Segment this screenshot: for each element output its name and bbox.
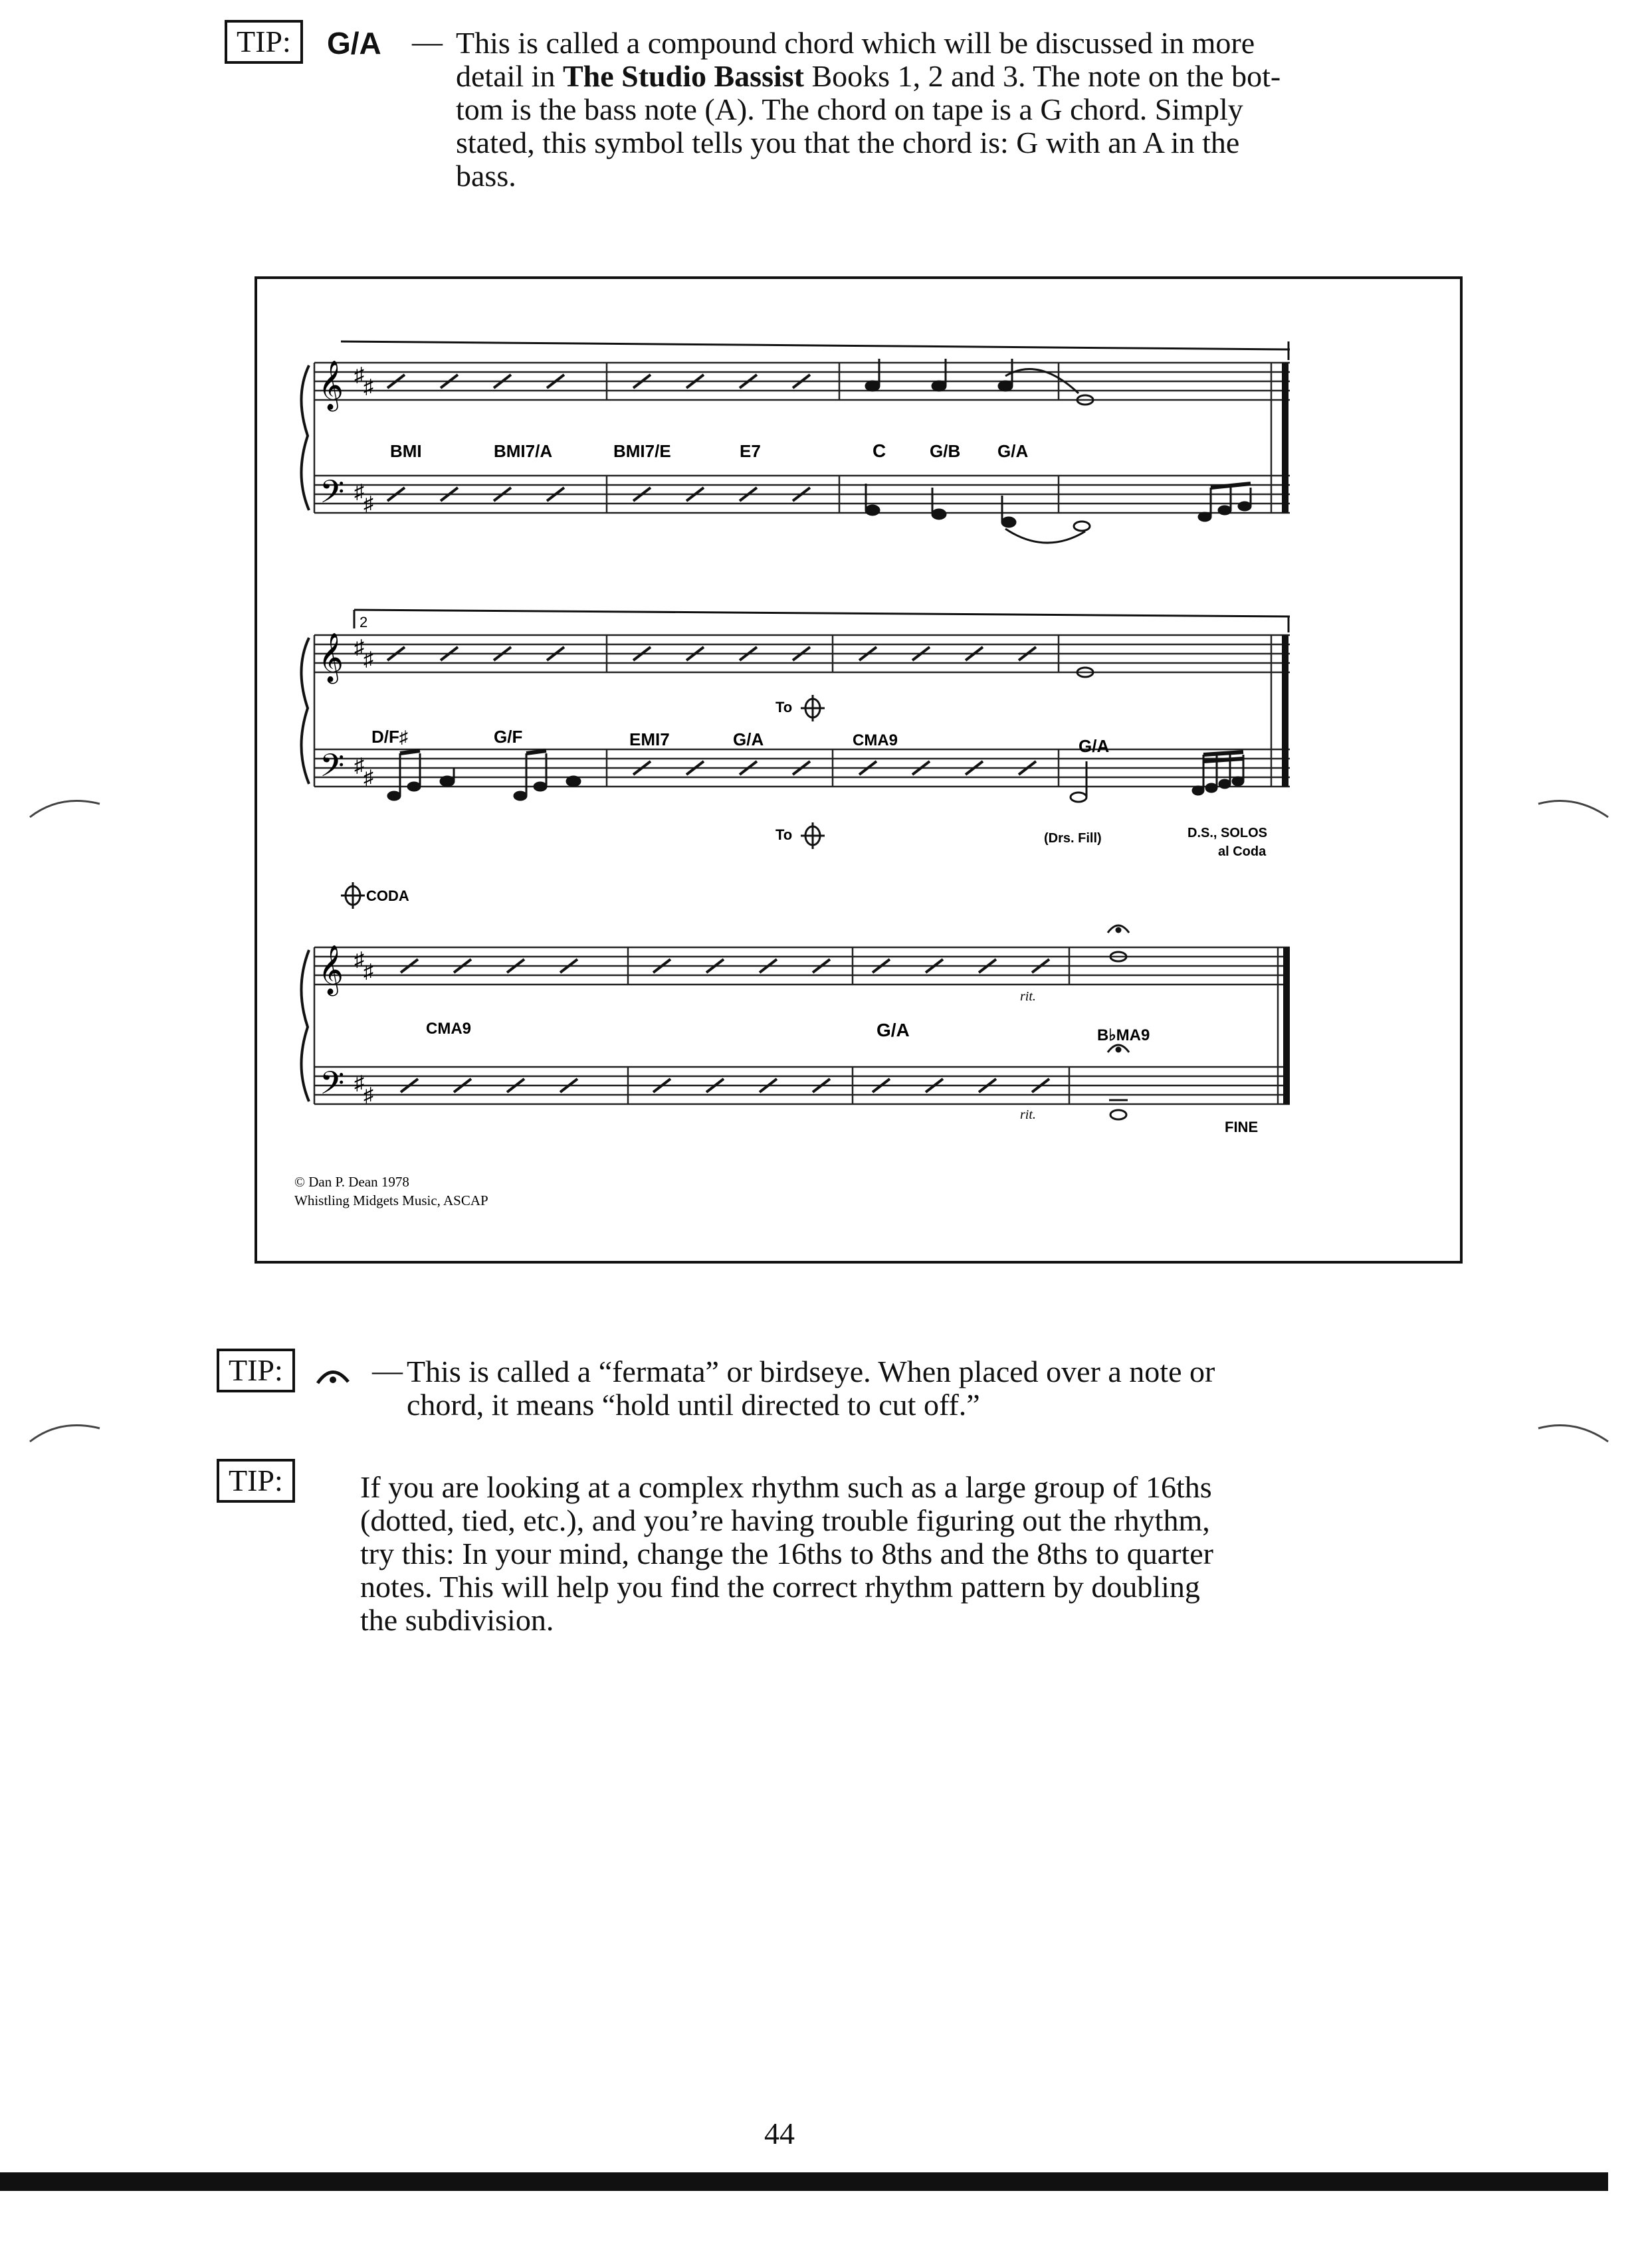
tip2-text: [407, 1355, 1403, 1422]
tip-label-2: TIP:: [217, 1349, 295, 1392]
system-3: [301, 882, 1290, 1135]
tip3-line: the subdivision.: [360, 1603, 554, 1637]
footer-rule: [0, 2172, 1608, 2191]
chord-symbol: C: [873, 440, 886, 461]
chord-symbol: G/B: [930, 441, 961, 461]
tip-label-1: TIP:: [225, 20, 303, 64]
margin-mark: [1535, 1415, 1615, 1455]
tip1-text: [456, 27, 1399, 193]
chord-symbol: CMA9: [426, 1020, 472, 1038]
tip3-line: try this: In your mind, change the 16ths to 8ths and the 8ths to quarter: [360, 1537, 1213, 1570]
fermata-icon: [314, 1362, 355, 1388]
svg-text:♯: ♯: [363, 1084, 373, 1106]
chord-symbol: BMI: [390, 441, 422, 461]
chord-symbol: G/A: [997, 441, 1029, 461]
tip3-line: If you are looking at a complex rhythm such as a large group of 16ths: [360, 1470, 1212, 1504]
tip3-line: (dotted, tied, etc.), and you’re having trouble figuring out the rhythm,: [360, 1503, 1210, 1537]
chord-symbol: G/A: [876, 1020, 910, 1040]
svg-text:♯: ♯: [354, 1072, 364, 1094]
ritardando-top: rit.: [1020, 989, 1036, 1004]
copyright-line: © Dan P. Dean 1978: [294, 1174, 409, 1190]
treble-clef: 𝄞: [318, 361, 344, 410]
svg-text:♯: ♯: [363, 648, 373, 670]
ending-number: 2: [360, 614, 368, 630]
svg-text:♯: ♯: [354, 364, 364, 386]
svg-text:♯: ♯: [363, 961, 373, 983]
bass-clef: 𝄢: [320, 473, 345, 518]
chord-symbol: CMA9: [853, 731, 898, 749]
coda-sign-icon: [801, 822, 825, 849]
tip3-line: notes. This will help you find the correct rhythm pattern by doubling: [360, 1570, 1200, 1604]
tip2-dash: —: [372, 1353, 403, 1387]
svg-text:♯: ♯: [354, 949, 364, 971]
svg-text:𝄢: 𝄢: [320, 747, 345, 792]
fermata-icon: [1108, 925, 1129, 933]
tip2-line: chord, it means “hold until directed to cut off.”: [407, 1388, 980, 1422]
tip3-text: [360, 1471, 1410, 1637]
ds-solos-label: D.S., SOLOS: [1187, 826, 1268, 840]
tip1-line: detail in The Studio Bassist Books 1, 2 and 3. The note on the bot-: [456, 59, 1281, 93]
svg-text:♯: ♯: [354, 755, 364, 777]
svg-text:𝄞: 𝄞: [318, 945, 344, 994]
svg-text:♯: ♯: [354, 481, 364, 503]
al-coda-label: al Coda: [1218, 844, 1267, 859]
chord-symbol: G/A: [1079, 736, 1110, 756]
coda-sign-icon: [801, 695, 825, 721]
coda-label: CODA: [366, 888, 409, 904]
page-number: 44: [764, 2117, 795, 2150]
svg-text:♯: ♯: [363, 376, 373, 398]
fermata-icon: [1108, 1045, 1129, 1052]
tip1-dash: —: [412, 25, 443, 58]
slash-notation: [387, 375, 810, 501]
chord-symbol: B♭MA9: [1097, 1026, 1150, 1044]
chord-symbol: BMI7/E: [613, 441, 671, 461]
system-2: [301, 610, 1290, 859]
chord-symbol: G/F: [494, 727, 523, 747]
chord-symbol: EMI7: [629, 729, 670, 749]
svg-text:♯: ♯: [363, 767, 373, 789]
tip2-line: This is called a “fermata” or birdseye. When placed over a note or: [407, 1355, 1215, 1388]
fine-label: FINE: [1225, 1119, 1259, 1135]
chord-symbol: E7: [740, 441, 761, 461]
margin-mark: [27, 1415, 106, 1455]
svg-text:𝄞: 𝄞: [318, 633, 344, 682]
ritardando-bottom: rit.: [1020, 1107, 1036, 1122]
chord-symbol: G/A: [733, 729, 764, 749]
compound-chord-symbol: G/A: [327, 26, 381, 60]
to-coda-bottom: To: [775, 826, 793, 843]
tip1-line: bass.: [456, 159, 516, 193]
music-score-figure: [255, 276, 1463, 1264]
tip1-line: This is called a compound chord which will be discussed in more: [456, 26, 1255, 60]
system-1: [301, 341, 1290, 543]
chord-symbol: D/F♯: [371, 727, 408, 747]
tip1-line: tom is the bass note (A). The chord on tape is a G chord. Simply: [456, 92, 1243, 126]
margin-mark: [27, 791, 106, 830]
drums-fill-label: (Drs. Fill): [1044, 831, 1102, 846]
tip-label-3: TIP:: [217, 1459, 295, 1503]
coda-sign-icon: [341, 882, 365, 909]
svg-text:♯: ♯: [363, 493, 373, 515]
margin-mark: [1535, 791, 1615, 830]
to-coda-top: To: [775, 699, 793, 715]
book-title: The Studio Bassist: [562, 59, 804, 93]
tip1-line: stated, this symbol tells you that the chord is: G with an A in the: [456, 126, 1240, 159]
svg-text:♯: ♯: [354, 636, 364, 658]
chord-symbol: BMI7/A: [494, 441, 553, 461]
copyright-line: Whistling Midgets Music, ASCAP: [294, 1192, 488, 1208]
svg-text:𝄢: 𝄢: [320, 1064, 345, 1109]
